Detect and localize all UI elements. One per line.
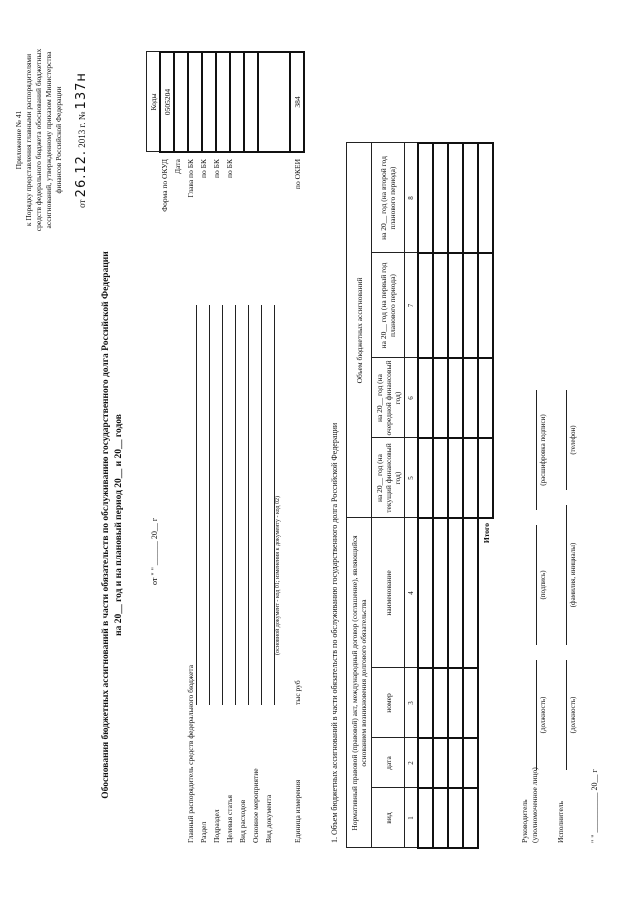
label-glava: Глава по БК [186,159,195,198]
label-okei: по ОКЕИ [293,159,302,190]
col-num: 7 [405,253,419,358]
signature-date: " " __________ 20__ г [590,769,599,843]
col-num: 4 [405,518,419,668]
handwritten-date: 26.12. [74,149,89,198]
label-osnovnoe: Основное мероприятие [251,768,260,843]
th-data: дата [372,738,405,788]
caption-decoding: (расшифровка подписи) [539,414,547,486]
label-celevaya-field: Целевая статья [225,795,234,843]
unit-value: тыс руб [293,680,302,705]
caption-position-2: (должность) [569,696,577,734]
col-num: 1 [405,788,419,848]
table-row [433,143,448,848]
caption-name: (фамилия, инициалы) [569,542,577,608]
th-vid: вид [372,788,405,848]
form-date: от " " ______ 20__ г [150,517,159,585]
okud-code: 0505204 [160,52,174,152]
label-unit: Единица измерения [293,779,302,843]
label-rukovoditel: Руководитель [520,799,529,843]
label-upolnomochennoe: (уполномоченное лицо) [530,767,539,843]
col-num: 8 [405,143,419,253]
table-row [418,143,433,848]
label-okud: Форма по ОКУД [160,159,169,212]
appendix-line-1: к Порядку представления главными распорядителями [24,53,33,227]
label-glavny-rasporyaditel: Главный распорядитель средств федерального бюджета [186,664,195,843]
vid-rashodov-bk-code [244,52,258,152]
podrazdel-bk-code [216,52,230,152]
budget-table [346,142,494,849]
label-razdel: по БК [199,159,208,178]
th-plan-year-1: на 20__ год (на первый год планового периода) [372,253,405,358]
col-num: 2 [405,738,419,788]
blank-code [258,52,290,152]
celevaya-bk-code [230,52,244,152]
col-num: 3 [405,668,419,738]
doc-type-hint: (основной документ - код 01; изменения к документу - код 02) [275,496,281,655]
table-row [463,143,478,848]
label-date: Дата [173,159,182,174]
caption-signature: (подпись) [539,570,547,600]
th-legal-act: Нормативный правовой (правовой) акт, международный договор (соглашение), являющийся основанием возникновения долгового обязательства [347,518,372,848]
label-ispolnitel: Исполнитель [556,801,565,843]
appendix-line-4: финансов Российской Федерации [54,86,63,194]
col-num: 6 [405,358,419,438]
label-podrazdel: по БК [212,159,221,178]
label-celevaya: по БК [225,159,234,178]
appendix-line-2: средств федерального бюджета обоснований бюджетных [34,48,43,232]
razdel-bk-code [202,52,216,152]
section-title: 1. Объем бюджетных ассигнований в части обязательств по обслуживанию государственного долга Российской Федерации [330,422,339,843]
glava-bk-code [188,52,202,152]
handwritten-number: 137н [74,72,89,110]
caption-position: (должность) [539,696,547,734]
title-line-2: на 20__ год и на плановый период 20__ и 20__ годов [114,414,124,636]
codes-table [146,51,305,153]
caption-phone: (телефон) [569,425,577,455]
title-line-1: Обоснования бюджетных ассигнований в части обязательств по обслуживанию государственного долга Российской Федерации [101,251,111,799]
total-label: Итого [481,523,491,544]
appendix-number: Приложение № 41 [14,110,23,170]
label-podrazdel-field: Подраздел [212,809,221,843]
th-current-year: на 20__ год (на текущий финансовый год) [372,438,405,518]
appendix-line-3: ассигнований, утвержденному приказом Министерства [44,51,53,229]
label-vid-rashodov-field: Вид расходов [238,799,247,843]
table-row [448,143,463,848]
okei-code: 384 [290,52,304,152]
codes-header: Коды [147,52,161,152]
total-row [478,143,493,848]
approval-date: от 26.12. 2013 г. № 137н [74,72,89,208]
th-naimenovanie: наименование [372,518,405,668]
label-vid-dokumenta: Вид документа [264,794,273,843]
th-next-year: на 20__ год (на очередной финансовый год) [372,358,405,438]
th-nomer: номер [372,668,405,738]
date-code [174,52,188,152]
th-plan-year-2: на 20__ год (на второй год планового периода) [372,143,405,253]
label-razdel-field: Раздел [199,821,208,843]
th-volume: Объем бюджетных ассигнований [347,143,372,518]
col-num: 5 [405,438,419,518]
appendix-header [14,15,64,265]
document-title [100,205,126,845]
